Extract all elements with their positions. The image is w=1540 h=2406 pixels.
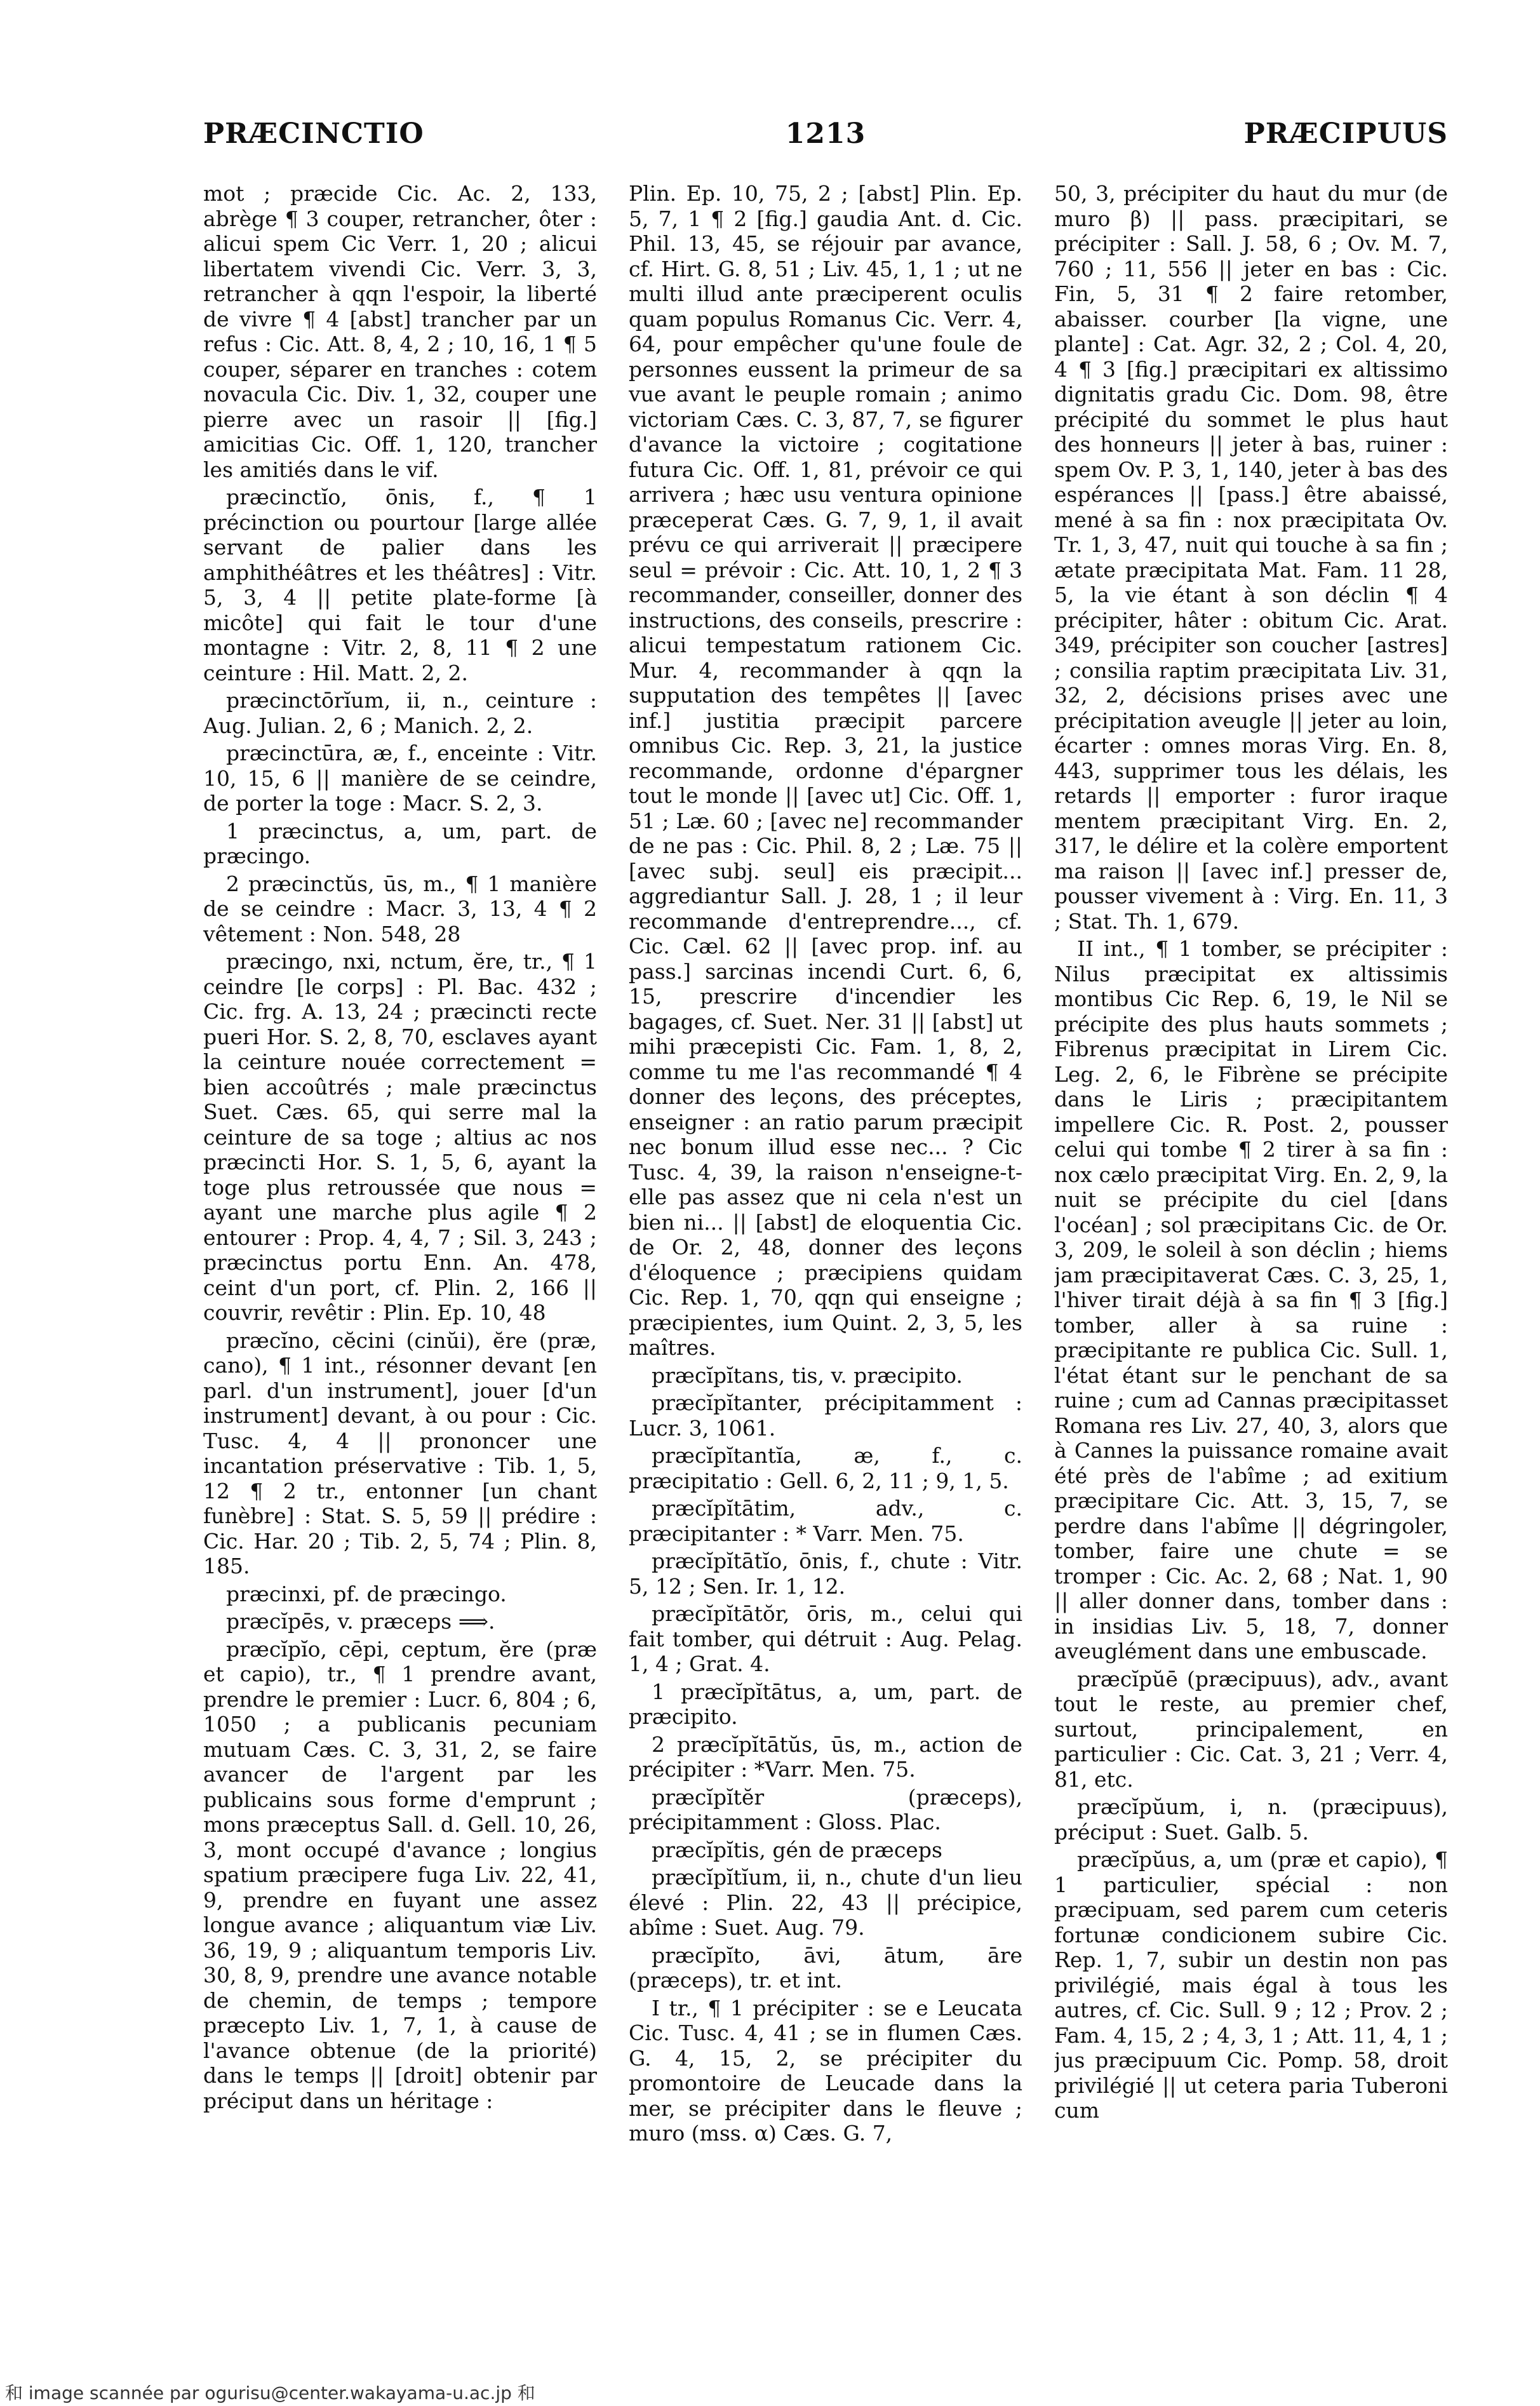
dictionary-entry: 2 præcĭpĭtātŭs, ūs, m., action de précipiter : *Varr. Men. 75. (629, 1731, 1022, 1782)
column-2 (629, 181, 1022, 2283)
dictionary-entry: præcĭpĭtĕr (præceps), précipitamment : Gloss. Plac. (629, 1784, 1022, 1834)
right-running-headword: PRÆCIPUUS (1243, 118, 1448, 150)
entry-continuation: mot ; præcide Cic. Ac. 2, 133, abrège ¶ 3 couper, retrancher, ôter : alicui spem Cic Verr. 1, 20 ; alicui libertatem vivendi Cic. Verr. 3, 3, retrancher à qqn l'espoir, la liberté de vivre ¶ 4 [abst] trancher par un refus : Cic. Att. 8, 4, 2 ; 10, 16, 1 ¶ 5 couper, séparer en tranches : cotem novacula Cic. Div. 1, 32, couper une pierre avec un rasoir || [fig.] amicitias Cic. Off. 1, 120, trancher les amitiés dans le vif. (203, 181, 597, 482)
dictionary-entry: præcĭpĭtĭum, ii, n., chute d'un lieu élevé : Plin. 22, 43 || précipice, abîme : Suet. Aug. 79. (629, 1865, 1022, 1940)
dictionary-entry: II int., ¶ 1 tomber, se précipiter : Nilus præcipitat ex altissimis montibus Cic Rep. 6, 19, le Nil se précipite des plus hauts sommets ; Fibrenus præcipitat in Lirem Cic. Leg. 2, 6, le Fibrène se précipite dans le Liris ; præcipitantem impellere Cic. R. Post. 2, pousser celui qui tombe ¶ 2 tirer à sa fin : nox cælo præcipitat Virg. En. 2, 9, la nuit se précipite du ciel [dans l'océan] ; sol præcipitans Cic. de Or. 3, 209, le soleil à son déclin ; hiems jam præcipitaverat Cæs. C. 3, 25, 1, l'hiver tirait déjà à sa fin ¶ 3 [fig.] tomber, aller à sa ruine : præcipitante re publica Cic. Sull. 1, l'état étant sur le penchant de sa ruine ; cum ad Cannas præcipitasset Romana res Liv. 27, 40, 3, alors que à Cannes la puissance romaine avait été près de l'abîme ; ad exitium præcipitare Cic. Att. 3, 15, 7, se perdre dans l'abîme || dégringoler, tomber, faire une chute = se tromper : Cic. Ac. 2, 68 ; Nat. 1, 90 || aller donner dans, tomber dans : in insidias Liv. 5, 18, 7, donner aveuglément dans une embuscade. (1054, 936, 1448, 1663)
dictionary-entry: præcingo, nxi, nctum, ĕre, tr., ¶ 1 ceindre [le corps] : Pl. Bac. 432 ; Cic. frg. A. 13, 24 ; præcincti recte pueri Hor. S. 2, 8, 70, esclaves ayant la ceinture nouée correctement = bien accoûtrés ; male præcinctus Suet. Cæs. 65, qui serre mal la ceinture de sa toge ; altius ac nos præcincti Hor. S. 1, 5, 6, ayant la toge plus retroussée que nous = ayant une marche plus agile ¶ 2 entourer : Prop. 4, 4, 7 ; Sil. 3, 243 ; præcinctus portu Enn. An. 478, ceint d'un port, cf. Plin. 2, 166 || couvrir, revêtir : Plin. Ep. 10, 48 (203, 949, 597, 1325)
dictionary-entry: præcinctōrĭum, ii, n., ceinture : Aug. Julian. 2, 6 ; Manich. 2, 2. (203, 688, 597, 738)
dictionary-entry: præcinctūra, æ, f., enceinte : Vitr. 10, 15, 6 || manière de se ceindre, de porter la toge : Macr. S. 2, 3. (203, 741, 597, 816)
dictionary-entry: præcinxi, pf. de præcingo. (226, 1581, 507, 1606)
dictionary-entry: præcĭpŭē (præcipuus), adv., avant tout le reste, au premier chef, surtout, principalement, en particulier : Cic. Cat. 3, 21 ; Verr. 4, 81, etc. (1054, 1666, 1448, 1792)
dictionary-columns (203, 181, 1448, 2283)
column-1 (203, 181, 597, 2283)
page-header (203, 118, 1448, 162)
dictionary-entry: præcĭpĭo, cēpi, ceptum, ĕre (præ et capio), tr., ¶ 1 prendre avant, prendre le premier : Lucr. 6, 804 ; 6, 1050 ; a publicanis pecuniam mutuam Cæs. C. 3, 31, 2, se faire avancer de l'argent par les publicains sous forme d'emprunt ; mons præceptus Sall. d. Gell. 10, 26, 3, mont occupé d'avance ; longius spatium præcipere fuga Liv. 22, 41, 9, prendre en fuyant une assez longue avance ; aliquantum viæ Liv. 36, 19, 9 ; aliquantum temporis Liv. 30, 8, 9, prendre une avance notable de chemin, de temps ; tempore præcepto Liv. 1, 7, 1, à cause de l'avance obtenue (de la priorité) dans le temps || [droit] obtenir par préciput dans un héritage : (203, 1636, 597, 2113)
dictionary-entry: præcinctĭo, ōnis, f., ¶ 1 précinction ou pourtour [large allée servant de palier dans les amphithéâtres et les théâtres] : Vitr. 5, 3, 4 || petite plate-forme [à micôte] qui fait le tour d'une montagne : Vitr. 2, 8, 11 ¶ 2 une ceinture : Hil. Matt. 2, 2. (203, 485, 597, 685)
entry-continuation: Plin. Ep. 10, 75, 2 ; [abst] Plin. Ep. 5, 7, 1 ¶ 2 [fig.] gaudia Ant. d. Cic. Phil. 13, 45, se réjouir par avance, cf. Hirt. G. 8, 51 ; Liv. 45, 1, 1 ; ut ne multi illud ante præciperent oculis quam populus Romanus Cic. Verr. 4, 64, pour empêcher qu'une foule de personnes eussent la primeur de sa vue avant le peuple romain ; animo victoriam Cæs. C. 3, 87, 7, se figurer d'avance la victoire ; cogitatione futura Cic. Off. 1, 81, prévoir ce qui arrivera ; hæc usu ventura opinione præceperat Cæs. G. 7, 9, 1, il avait prévu ce qui arriverait || præcipere seul = prévoir : Cic. Att. 10, 1, 2 ¶ 3 recommander, conseiller, donner des instructions, des conseils, prescrire : alicui tempestatum rationem Cic. Mur. 4, recommander à qqn la supputation des tempêtes || [avec inf.] justitia præcipit parcere omnibus Cic. Rep. 3, 21, la justice recommande, ordonne d'épargner tout le monde || [avec ut] Cic. Off. 1, 51 ; Læ. 60 ; [avec ne] recommander de ne pas : Cic. Phil. 8, 2 ; Læ. 75 || [avec subj. seul] eis præcipit... aggrediantur Sall. J. 28, 1 ; il leur recommande d'entreprendre..., cf. Cic. Cæl. 62 || [avec prop. inf. au pass.] sarcinas incendi Curt. 6, 6, 15, prescrire d'incendier les bagages, cf. Suet. Ner. 31 || [abst] ut mihi præcepisti Cic. Fam. 1, 8, 2, comme tu me l'as recommandé ¶ 4 donner des leçons, des préceptes, enseigner : an ratio parum præcipit nec bonum illud esse nec... ? Cic Tusc. 4, 39, la raison n'enseigne-t-elle pas assez que ni cela n'est un bien ni... || [abst] de eloquentia Cic. de Or. 2, 48, donner des leçons d'éloquence ; præcipiens quidam Cic. Rep. 1, 70, qqn qui enseigne ; præcipientes, ium Quint. 2, 3, 5, les maîtres. (629, 181, 1022, 1360)
dictionary-entry: præcĭpĭtātŏr, ōris, m., celui qui fait tomber, qui détruit : Aug. Pelag. 1, 4 ; Grat. 4. (629, 1601, 1022, 1676)
dictionary-entry: præcĭpēs, v. præceps ⟹. (226, 1609, 495, 1634)
dictionary-entry: præcĭpĭtātim, adv., c. præcipitanter : * Varr. Men. 75. (629, 1496, 1022, 1546)
scan-credit-text: 和 image scannée par ogurisu@center.wakayama-u.ac.jp 和 (5, 2382, 535, 2403)
page-number: 1213 (785, 118, 866, 150)
left-running-headword: PRÆCINCTIO (203, 118, 424, 150)
scan-credit-footer (0, 2376, 1540, 2406)
dictionary-entry: præcĭpĭtantĭa, æ, f., c. præcipitatio : Gell. 6, 2, 11 ; 9, 1, 5. (629, 1443, 1022, 1493)
dictionary-entry: præcĭpĭtanter, précipitamment : Lucr. 3, 1061. (629, 1390, 1022, 1441)
dictionary-entry: præcĭpŭum, i, n. (præcipuus), préciput : Suet. Galb. 5. (1054, 1794, 1448, 1845)
dictionary-entry: præcĭpĭto, āvi, ātum, āre (præceps), tr. et int. (629, 1942, 1022, 1993)
dictionary-entry: præcĭpĭtans, tis, v. præcipito. (652, 1362, 963, 1388)
dictionary-entry: præcĭpĭtātĭo, ōnis, f., chute : Vitr. 5, 12 ; Sen. Ir. 1, 12. (629, 1549, 1022, 1599)
dictionary-entry: præcĭpĭtis, gén de præceps (652, 1837, 942, 1862)
column-3 (1054, 181, 1448, 2283)
dictionary-entry: 1 præcinctus, a, um, part. de præcingo. (203, 818, 597, 868)
entry-continuation: 50, 3, précipiter du haut du mur (de muro β) || pass. præcipitari, se précipiter : Sall. J. 58, 6 ; Ov. M. 7, 760 ; 11, 556 || jeter en bas : Cic. Fin, 5, 31 ¶ 2 faire retomber, abaisser. courber [la vigne, une plante] : Cat. Agr. 32, 2 ; Col. 4, 20, 4 ¶ 3 [fig.] præcipitari ex altissimo dignitatis gradu Cic. Dom. 98, être précipité du sommet le plus haut des honneurs || jeter à bas, ruiner : spem Ov. P. 3, 1, 140, jeter à bas des espérances || [pass.] être abaissé, mené à sa fin : nox præcipitata Ov. Tr. 1, 3, 47, nuit qui touche à sa fin ; ætate præcipitata Mat. Fam. 11 28, 5, la vie étant à son déclin ¶ 4 précipiter, hâter : obitum Cic. Arat. 349, précipiter son coucher [astres] ; consilia raptim præcipitata Liv. 31, 32, 2, décisions prises avec une précipitation aveugle || jeter au loin, écarter : omnes moras Virg. En. 8, 443, supprimer tous les délais, les retards || emporter : furor iraque mentem præcipitant Virg. En. 2, 317, le délire et la colère emportent ma raison || [avec inf.] presser de, pousser vivement à : Virg. En. 11, 3 ; Stat. Th. 1, 679. (1054, 181, 1448, 934)
dictionary-entry: 1 præcĭpĭtātus, a, um, part. de præcipito. (629, 1679, 1022, 1729)
dictionary-entry: I tr., ¶ 1 précipiter : se e Leucata Cic. Tusc. 4, 41 ; se in flumen Cæs. G. 4, 15, 2, se précipiter du promontoire de Leucade dans la mer, se précipiter dans le fleuve ; muro (mss. α) Cæs. G. 7, (629, 1995, 1022, 2146)
dictionary-entry: præcĭpŭus, a, um (præ et capio), ¶ 1 particulier, spécial : non præcipuam, sed parem cum ceteris fortunæ condicionem subire Cic. Rep. 1, 7, subir un destin non pas privilégié, mais égal à tous les autres, cf. Cic. Sull. 9 ; 12 ; Prov. 2 ; Fam. 4, 15, 2 ; 4, 3, 1 ; Att. 11, 4, 1 ; jus præcipuum Cic. Pomp. 58, droit privilégié || ut cetera paria Tuberoni cum (1054, 1847, 1448, 2123)
dictionary-entry: 2 præcinctŭs, ūs, m., ¶ 1 manière de se ceindre : Macr. 3, 13, 4 ¶ 2 vêtement : Non. 548, 28 (203, 871, 597, 946)
dictionary-entry: præcĭno, cĕcini (cinŭi), ĕre (præ, cano), ¶ 1 int., résonner devant [en parl. d'un instrument], jouer [d'un instrument] devant, à ou pour : Cic. Tusc. 4, 4 || prononcer une incantation préservative : Tib. 1, 5, 12 ¶ 2 tr., entonner [un chant funèbre] : Stat. S. 5, 59 || prédire : Cic. Har. 20 ; Tib. 2, 5, 74 ; Plin. 8, 185. (203, 1327, 597, 1578)
